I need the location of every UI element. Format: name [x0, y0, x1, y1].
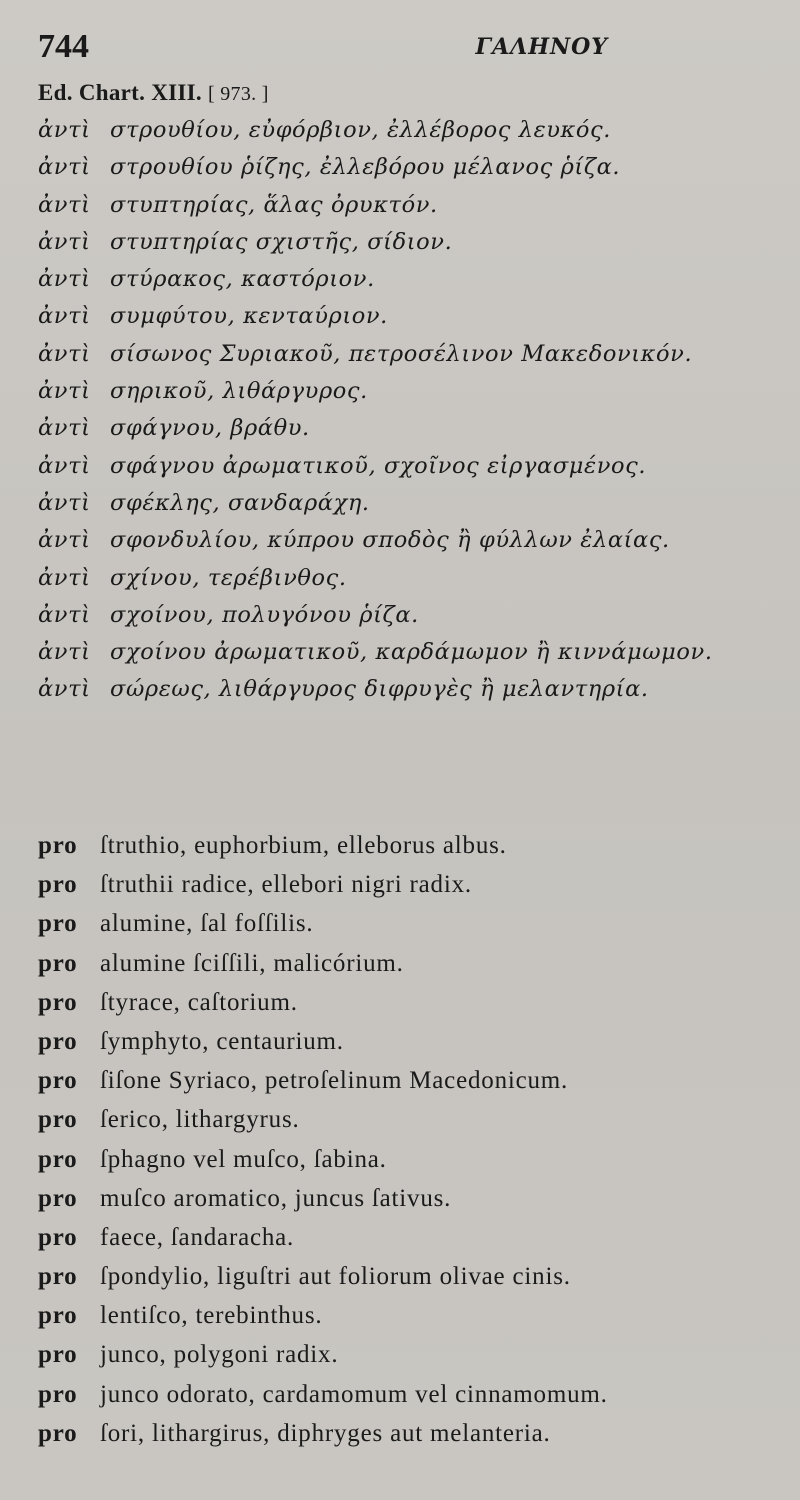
latin-line	[38, 1061, 783, 1100]
latin-line	[38, 826, 783, 865]
edition-label: Ed. Chart. XIII.	[38, 80, 202, 105]
greek-prefix: ἀντὶ	[38, 489, 91, 516]
greek-prefix: ἀντὶ	[38, 340, 91, 367]
greek-line	[38, 597, 783, 634]
greek-line	[38, 149, 783, 186]
greek-line	[38, 373, 783, 410]
greek-line	[38, 261, 783, 298]
latin-line	[38, 1296, 783, 1335]
latin-entry: alumine, ſal foſſilis.	[100, 910, 314, 938]
greek-entry: σχοίνου, πολυγόνου ῥίζα.	[110, 601, 419, 628]
latin-line	[38, 1335, 783, 1374]
greek-prefix: ἀντὶ	[38, 191, 91, 218]
greek-prefix: ἀντὶ	[38, 527, 91, 554]
greek-prefix: ἀντὶ	[38, 676, 91, 703]
greek-line	[38, 448, 783, 485]
latin-line	[38, 1257, 783, 1296]
greek-prefix: ἀντὶ	[38, 564, 91, 591]
latin-prefix: pro	[38, 1184, 78, 1212]
greek-entry: σφονδυλίου, κύπρου σποδὸς ἢ φύλλων ἐλαίας.	[110, 527, 670, 554]
greek-entry: στρουθίου ῥίζης, ἐλλεβόρου μέλανος ῥίζα.	[110, 154, 621, 181]
greek-line	[38, 485, 783, 522]
latin-line	[38, 1100, 783, 1139]
latin-entry: ſerico, lithargyrus.	[100, 1106, 300, 1134]
latin-prefix: pro	[38, 832, 78, 859]
latin-line	[38, 944, 783, 983]
greek-entry: σχοίνου ἀρωματικοῦ, καρδάμωμον ἢ κιννάμωμον.	[110, 639, 713, 666]
greek-entry: σφάγνου ἀρωματικοῦ, σχοῖνος εἰργασμένος.	[110, 452, 647, 479]
greek-prefix: ἀντὶ	[38, 639, 91, 666]
latin-prefix: pro	[38, 1027, 78, 1055]
latin-entry: junco, polygoni radix.	[100, 1341, 339, 1369]
greek-entry: στύρακος, καστόριον.	[110, 266, 375, 293]
greek-prefix: ἀντὶ	[38, 266, 91, 293]
latin-entry: ſiſone Syriaco, petroſelinum Macedonicum.	[100, 1067, 569, 1095]
greek-line	[38, 336, 783, 373]
greek-entry: σίσωνος Συριακοῦ, πετροσέλινον Μακεδονικόν.	[110, 340, 693, 367]
latin-entry: muſco aromatico, juncus ſativus.	[100, 1184, 452, 1212]
page-header	[38, 28, 778, 72]
latin-entry: ſtyrace, caſtorium.	[100, 988, 298, 1016]
latin-entry: ſpondylio, liguſtri aut foliorum olivae cinis.	[100, 1263, 571, 1291]
greek-prefix: ἀντὶ	[38, 452, 91, 479]
latin-text-block	[38, 826, 783, 1453]
greek-entry: στρουθίου, εὐφόρβιον, ἐλλέβορος λευκός.	[110, 117, 612, 143]
greek-line	[38, 671, 783, 708]
greek-line	[38, 187, 783, 224]
latin-line	[38, 1179, 783, 1218]
latin-line	[38, 1218, 783, 1257]
greek-prefix: ἀντὶ	[38, 415, 91, 442]
latin-line	[38, 1375, 783, 1414]
greek-entry: στυπτηρίας σχιστῆς, σίδιον.	[110, 228, 453, 255]
latin-entry: ſphagno vel muſco, ſabina.	[100, 1145, 387, 1173]
greek-text-block	[38, 112, 783, 709]
greek-entry: σχίνου, τερέβινθος.	[110, 564, 347, 591]
latin-entry: ſtruthio, euphorbium, elleborus albus.	[100, 832, 507, 859]
greek-line	[38, 112, 783, 149]
latin-prefix: pro	[38, 1263, 78, 1291]
greek-line	[38, 634, 783, 671]
greek-line	[38, 410, 783, 447]
greek-prefix: ἀντὶ	[38, 378, 91, 405]
greek-line	[38, 298, 783, 335]
edition-reference	[38, 80, 269, 106]
latin-line	[38, 1414, 783, 1453]
greek-entry: σφέκλης, σανδαράχη.	[110, 489, 370, 516]
latin-prefix: pro	[38, 1106, 78, 1134]
latin-entry: faece, ſandaracha.	[100, 1223, 295, 1251]
greek-entry: συμφύτου, κενταύριον.	[110, 303, 388, 330]
running-title: ΓΑΛΗΝΟΥ	[475, 34, 608, 60]
greek-line	[38, 224, 783, 261]
latin-prefix: pro	[38, 871, 78, 899]
greek-entry: σηρικοῦ, λιθάργυρος.	[110, 378, 368, 405]
latin-prefix: pro	[38, 1223, 78, 1251]
latin-entry: alumine ſciſſili, malicórium.	[100, 949, 404, 977]
latin-prefix: pro	[38, 910, 78, 938]
latin-prefix: pro	[38, 949, 78, 977]
page-number: 744	[38, 28, 89, 65]
latin-entry: ſori, lithargirus, diphryges aut melanteria.	[100, 1419, 551, 1447]
greek-entry: σώρεως, λιθάργυρος διφρυγὲς ἢ μελαντηρία.	[110, 676, 649, 703]
latin-line	[38, 904, 783, 943]
latin-prefix: pro	[38, 1341, 78, 1369]
latin-prefix: pro	[38, 988, 78, 1016]
greek-prefix: ἀντὶ	[38, 303, 91, 330]
greek-prefix: ἀντὶ	[38, 601, 91, 628]
greek-prefix: ἀντὶ	[38, 154, 91, 181]
latin-entry: junco odorato, cardamomum vel cinnamomum.	[100, 1380, 608, 1408]
latin-prefix: pro	[38, 1419, 78, 1447]
latin-line	[38, 865, 783, 904]
latin-prefix: pro	[38, 1302, 78, 1330]
edition-bracket: [ 973. ]	[207, 83, 269, 105]
latin-line	[38, 1022, 783, 1061]
latin-prefix: pro	[38, 1145, 78, 1173]
greek-line	[38, 560, 783, 597]
latin-line	[38, 983, 783, 1022]
latin-entry: ſymphyto, centaurium.	[100, 1027, 344, 1055]
latin-prefix: pro	[38, 1380, 78, 1408]
greek-prefix: ἀντὶ	[38, 228, 91, 255]
greek-line	[38, 522, 783, 559]
greek-prefix: ἀντὶ	[38, 117, 91, 143]
latin-entry: lentiſco, terebinthus.	[100, 1302, 323, 1330]
latin-prefix: pro	[38, 1067, 78, 1095]
greek-entry: στυπτηρίας, ἅλας ὀρυκτόν.	[110, 191, 438, 218]
greek-entry: σφάγνου, βράθυ.	[110, 415, 310, 442]
latin-entry: ſtruthii radice, ellebori nigri radix.	[100, 871, 472, 899]
latin-line	[38, 1140, 783, 1179]
